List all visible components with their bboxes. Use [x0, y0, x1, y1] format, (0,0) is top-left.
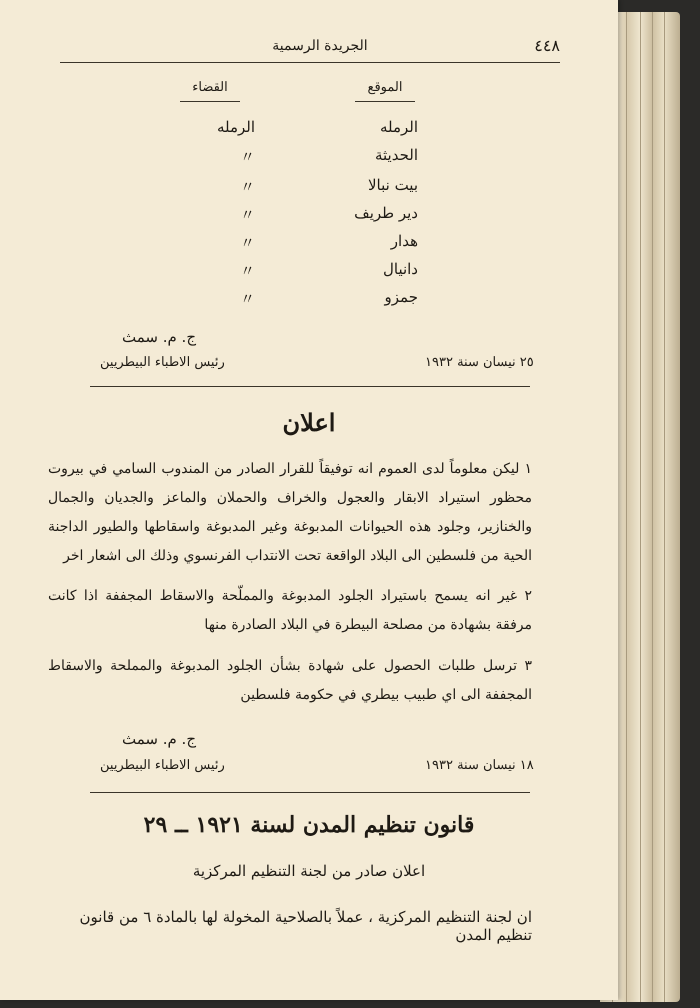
district-cell: 〃 — [239, 178, 255, 196]
table-row — [0, 232, 618, 254]
district-cell: 〃 — [239, 206, 255, 224]
location-cell: هدار — [390, 232, 418, 250]
district-cell: 〃 — [239, 148, 255, 166]
section-divider — [90, 386, 530, 387]
column-header-location: الموقع — [355, 80, 415, 102]
district-cell: 〃 — [239, 290, 255, 308]
table-row — [0, 288, 618, 310]
notice-paragraph-2: ٢ غير انه يسمح باستيراد الجلود المدبوغة والمملّحة والاسقاط المجففة اذا كانت مرفقة بشهادة من مصلحة البيطرة في البلاد الصادرة منها — [48, 588, 532, 633]
table-row — [0, 118, 618, 140]
notice-paragraph-1: ١ ليكن معلوماً لدى العموم انه توفيقاً للقرار الصادر من المندوب السامي في بيروت محظور استيراد الابقار والعجول والخراف والحملان والماعز والجديان والجمال والخنازير، وجلود هذه الحيوانات المدبوغة وغير المدبوغة واسقاطها والطيور الداجنة الحية من فلسطين الى البلاد الواقعة تحت الانتداب الفرنسوي وذلك الى اشعار اخر — [48, 461, 532, 564]
location-cell: دير طريف — [354, 204, 418, 222]
location-cell: دانيال — [382, 260, 418, 278]
signature-initials: ج. م. سمث — [122, 328, 197, 346]
law-first-line: ان لجنة التنظيم المركزية ، عملاً بالصلاحية المخولة لها بالمادة ٦ من قانون تنظيم المدن — [79, 908, 532, 944]
notice-paragraph-3: ٣ ترسل طلبات الحصول على شهادة بشأن الجلود المدبوغة والمملحة والاسقاط المجففة الى اي طبيب بيطري في حكومة فلسطين — [48, 658, 532, 703]
section-divider — [90, 792, 530, 793]
page-number: ٤٤٨ — [534, 36, 560, 55]
law-title: قانون تنظيم المدن لسنة ١٩٢١ ــ ٢٩ — [143, 812, 475, 838]
signature-initials: ج. م. سمث — [122, 730, 197, 748]
table-row — [0, 176, 618, 198]
law-subtitle: اعلان صادر من لجنة التنظيم المركزية — [192, 862, 426, 880]
notice-date: ٢٥ نيسان سنة ١٩٣٢ — [425, 355, 534, 370]
journal-title: الجريدة الرسمية — [272, 38, 368, 54]
signature-title: رئيس الاطباء البيطريين — [100, 758, 225, 773]
notice-title: اعلان — [282, 408, 336, 437]
table-row — [0, 260, 618, 282]
page-header — [60, 34, 560, 63]
signature-title: رئيس الاطباء البيطريين — [100, 355, 225, 370]
location-cell: جمزو — [384, 288, 418, 306]
location-cell: بيت نبالا — [367, 176, 418, 194]
district-cell: الرمله — [216, 118, 255, 136]
district-cell: 〃 — [239, 234, 255, 252]
notice-date: ١٨ نيسان سنة ١٩٣٢ — [425, 758, 534, 773]
table-row — [0, 204, 618, 226]
location-cell: الحديثة — [374, 146, 418, 164]
column-header-district: القضاء — [180, 80, 240, 102]
district-cell: 〃 — [239, 262, 255, 280]
location-cell: الرمله — [379, 118, 418, 136]
table-row — [0, 146, 618, 168]
